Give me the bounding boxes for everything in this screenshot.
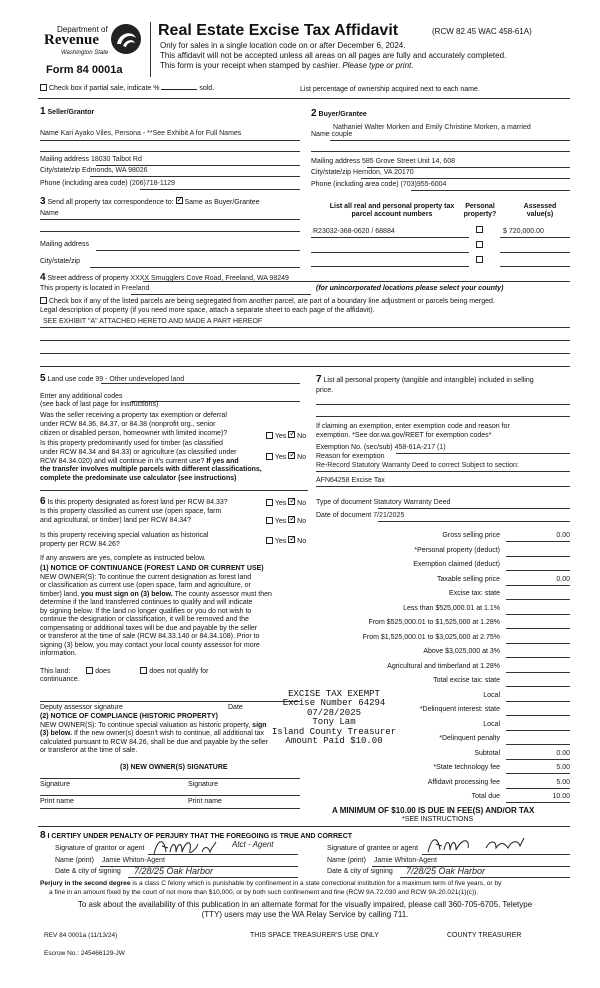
tax-row-value[interactable]: 5.00 [556, 779, 570, 786]
seller-name-row: Name Kari Ayako Viles, Persona - **See Exhibit A for Full Names [40, 130, 242, 137]
tax-row-underline [506, 730, 570, 731]
tax-row-underline [506, 773, 570, 774]
assessed-value[interactable]: $ 720,000.00 [503, 228, 544, 235]
personal-property-checkbox-2[interactable] [476, 241, 483, 248]
document-date[interactable]: 7/21/2025 [373, 512, 405, 519]
grantor-signature[interactable] [152, 836, 302, 858]
personal-col-header: Personal property? [463, 203, 497, 219]
tax-row-label: Total due [471, 793, 500, 800]
tax-row-label: Exemption claimed (deduct) [413, 561, 500, 568]
seller-phone[interactable]: (206)718-1129 [129, 180, 175, 187]
unincorporated-note: (for unincorporated locations please select your county) [316, 285, 504, 292]
grantor-name-row: Name (print) Jamie Whiton-Agent [55, 857, 165, 864]
q1-no-checkbox[interactable] [288, 431, 295, 438]
form-title: Real Estate Excise Tax Affidavit [158, 22, 399, 39]
if-yes-note: If any answers are yes, complete as instructed below. [40, 555, 206, 562]
see-instructions: *SEE INSTRUCTIONS [402, 816, 474, 823]
tax-row-label: From $525,000.01 to $1,525,000 at 1.28% [368, 619, 500, 626]
tax-row-label: Local [483, 692, 500, 699]
s6q1-no-checkbox[interactable] [288, 498, 295, 505]
certify-statement: 8 I CERTIFY UNDER PENALTY OF PERJURY THAT THE FOREGOING IS TRUE AND CORRECT [40, 830, 353, 841]
grantee-name-row: Name (print) Jamie Whiton-Agent [327, 857, 437, 864]
deputy-signature-label: Deputy assessor signature [40, 704, 123, 711]
section3-name-label: Name [40, 210, 59, 217]
tax-row-underline [506, 715, 570, 716]
grantor-date-label: Date & city of signing [55, 868, 121, 875]
personal-property-checkbox-3[interactable] [476, 256, 483, 263]
grantor-signature-text: Atct - Agent [232, 840, 274, 849]
tax-row-label: Subtotal [474, 750, 500, 757]
accessibility-note: To ask about the availability of this publication in an alternate format for the visually impaired, please call 360-705-6705. Teletype (TTY) users may use the WA Relay Service by calling 711. [77, 900, 533, 920]
same-as-buyer-checkbox[interactable] [176, 197, 183, 204]
land-use-code[interactable]: 99 - Other undeveloped land [95, 376, 185, 383]
buyer-city-row: City/state/zip Herndon, VA 20170 [311, 169, 414, 176]
exemption-reason-2[interactable]: AFN64258 Excise Tax [316, 477, 385, 484]
tax-row-label: *Delinquent interest: state [419, 706, 500, 713]
tax-row-label: From $1,525,000.01 to $3,025,000 at 2.75% [362, 634, 500, 641]
form-number: Form 84 0001a [46, 64, 123, 76]
tax-row-label: *Delinquent penalty [439, 735, 500, 742]
grantee-signature[interactable] [424, 834, 564, 856]
seller-mailing-row: Mailing address 18030 Talbot Rd [40, 156, 142, 163]
tax-row-underline [506, 686, 570, 687]
tax-row-value[interactable]: 0.00 [556, 576, 570, 583]
partial-sale-checkbox[interactable] [40, 84, 47, 91]
exemption-no-row: Exemption No. (sec/sub) 458-61A-217 (1) [316, 444, 446, 451]
notice-compliance: (2) NOTICE OF COMPLIANCE (HISTORIC PROPERTY) NEW OWNER(S): To continue special valuation as historic property, sign (3) below. If the new owner(s) doesn't wish to continue, all additional tax calculated pursuant to RCW 84.26, shall be due and payable by the seller or transferor at the time of sale. [40, 713, 269, 755]
seller-city-row: City/state/zip Edmonds, WA 98026 [40, 167, 148, 174]
tax-row-value[interactable]: 5.00 [556, 764, 570, 771]
s6q2-yes-no: Yes ✓ No [266, 516, 306, 526]
notice-continuance: (1) NOTICE OF CONTINUANCE (FOREST LAND OR CURRENT USE) NEW OWNER(S): To continue the current designation as forest land or classification as current use (open space, farm and agriculture, or timber) land, you must sign on (3) below. The county assessor must then determine if the land transferred continues to qualify and will indicate by signing below. If the land no longer qualifies or you do not wish to continue the designation or classification, it will be removed and the compensating or additional taxes will be due and payable by the seller or transferor at the time of sale (RCW 84.33.140 or 84.34.108). Prior to signing (3) below, you may contact your local county assessor for more information. [40, 565, 272, 658]
exemption-number[interactable]: 458-61A-217 (1) [394, 444, 446, 451]
historic-question: Is this property receiving special valuation as historical property per RCW 84.26? [40, 532, 209, 548]
tax-row-label: Agricultural and timberland at 1.28% [387, 663, 500, 670]
s6q3-yes-checkbox[interactable] [266, 537, 273, 544]
does-qualify-checkbox[interactable] [86, 667, 93, 674]
buyer-phone-row: Phone (including area code) (703)955-6004 [311, 181, 447, 188]
perjury-line-1: Perjury in the second degree is a class C felony which is punishable by confinement in a state correctional institution for a maximum term of five years, or by [40, 880, 502, 887]
grantee-date-city[interactable]: 7/28/25 Oak Harbor [406, 866, 486, 876]
subtitle-3-italic: Please type or print. [342, 61, 414, 70]
assessed-col-header: Assessed value(s) [523, 203, 557, 219]
tax-row-underline [506, 628, 570, 629]
tax-row-label: Affidavit processing fee [427, 779, 500, 786]
minimum-due: A MINIMUM OF $10.00 IS DUE IN FEE(S) AND/OR TAX [332, 806, 535, 815]
personal-property-checkbox-1[interactable] [476, 226, 483, 233]
located-row: This property is located in Freeland [40, 285, 150, 292]
q2-no-checkbox[interactable] [288, 452, 295, 459]
seller-phone-row: Phone (including area code) (206)718-1129 [40, 180, 175, 187]
section3-mailing-label: Mailing address [40, 241, 90, 248]
rev-number: REV 84 0001a (11/13/24) [44, 932, 118, 939]
buyer-name-line1[interactable]: Nathaniel Walter Morken and Emily Christine Morken, a married [333, 124, 531, 131]
exemption-question: Was the seller receiving a property tax exemption or deferral under RCW 84.36, 84.37, or 84.38 (nonprofit org., senior citizen or disabled person, homeowner with limited income)? [40, 412, 228, 437]
buyer-mailing-row: Mailing address 585 Grove Street Unit 14, 608 [311, 158, 455, 165]
tax-row-label: *Personal property (deduct) [414, 547, 500, 554]
grantee-signature-drawing [424, 834, 564, 856]
section7-heading: 7 List all personal property (tangible and intangible) included in selling price. [316, 374, 534, 394]
s6q1-yes-checkbox[interactable] [266, 499, 273, 506]
section4-address-row: 4 Street address of property XXXX Smugglers Cove Road, Freeland, WA 98249 [40, 272, 289, 283]
grantor-signature-label: Signature of grantor or agent [55, 845, 145, 852]
continuance-label: continuance. [40, 676, 80, 683]
q1-yes-checkbox[interactable] [266, 432, 273, 439]
tax-row-underline [506, 802, 570, 803]
land-use-row: 5 Land use code 99 - Other undeveloped land [40, 373, 185, 384]
buyer-mailing[interactable]: 585 Grove Street Unit 14, 608 [361, 158, 455, 165]
tax-row-underline [506, 672, 570, 673]
forest-question: 6 Is this property designated as forest land per RCW 84.33? [40, 496, 228, 507]
does-not-qualify-checkbox[interactable] [140, 667, 147, 674]
tax-row-underline [506, 759, 570, 760]
legal-description[interactable]: SEE EXHIBIT "A" ATTACHED HERETO AND MADE A PART HEREOF [43, 318, 263, 325]
document-type[interactable]: Statutory Warranty Deed [373, 499, 451, 506]
perjury-line-2: a fine in an amount fixed by the court of not more than $10,000, or by both such confinement and fine (RCW 9A.72.030 and RCW 9A.20.021(1)(c)). [49, 889, 479, 896]
tax-row-label: Excise tax: state [449, 590, 500, 597]
buyer-name-line2[interactable]: couple [331, 131, 353, 138]
segregated-row: Check box if any of the listed parcels are being segregated from another parcel, are part of a boundary line adjustment or parcels being merged. [40, 297, 495, 306]
seller-heading: 1 Seller/Grantor [40, 106, 95, 117]
owner-signature-label-1: Signature [40, 781, 70, 788]
q2-yes-no: Yes ✓ No [266, 452, 306, 462]
treasurer-use-only: THIS SPACE TREASURER'S USE ONLY [250, 932, 379, 939]
tax-row-label: Above $3,025,000 at 3% [423, 648, 500, 655]
tax-row-label: Less than $525,000.01 at 1.1% [403, 605, 500, 612]
partial-label-c: List percentage of ownership acquired next to each name. [300, 86, 480, 93]
additional-codes-label-2: (see back of last page for instructions) [40, 401, 159, 408]
segregated-checkbox[interactable] [40, 297, 47, 304]
revenue-logo-icon [109, 22, 143, 56]
buyer-city[interactable]: Herndon, VA 20170 [353, 169, 414, 176]
treasurer-stamp: EXCISE TAX EXEMPT Excise Number 64294 07/28/2025 Tony Lam Island County Treasurer Amount Paid $10.00 [271, 689, 397, 747]
grantee-date-label: Date & city of signing [327, 868, 393, 875]
timber-question: Is this property predominantly used for timber (as classified under RCW 84.34 and 84.33) or agriculture (as classified under RCW 84.34.020) and will continue in it's current use? If yes and the transfer involves multiple parcels with different classifications, complete the predominate use calculator (see instructions) [40, 440, 262, 482]
current-use-question: Is this property classified as current use (open space, farm and agricultural, or timber) land per RCW 84.34? [40, 508, 222, 524]
s6q2-no-checkbox[interactable] [288, 516, 295, 523]
s6q1-yes-no: Yes ✓ No [266, 498, 306, 508]
tax-row-label: Taxable selling price [436, 576, 500, 583]
tax-row-value[interactable]: 10.00 [552, 793, 570, 800]
located-in[interactable]: Freeland [121, 285, 150, 292]
tax-row-label: Total excise tax: state [433, 677, 500, 684]
q1-yes-no: Yes ✓ No [266, 431, 306, 441]
reason-label: Reason for exemption [316, 453, 385, 460]
additional-codes-label-1: Enter any additional codes [40, 393, 123, 400]
grantee-name[interactable]: Jamie Whiton-Agent [373, 857, 437, 864]
s6q3-yes-no: Yes ✓ No [266, 536, 306, 546]
seller-name[interactable]: Kari Ayako Viles, Persona - **See Exhibit A for Full Names [60, 130, 242, 137]
s6q2-yes-checkbox[interactable] [266, 517, 273, 524]
owner-signature-label-2: Signature [188, 781, 218, 788]
tax-row-underline [506, 585, 570, 586]
partial-label-a: Check box if partial sale, indicate % [48, 85, 160, 92]
tax-row-underline [506, 701, 570, 702]
tax-row-underline [506, 744, 570, 745]
section3-city-label: City/state/zip [40, 258, 81, 265]
form-citation: (RCW 82.45 WAC 458-61A) [432, 27, 532, 36]
owner-print-name-label-2: Print name [188, 798, 222, 805]
tax-row-underline [506, 599, 570, 600]
legal-description-label: Legal description of property (if you need more space, attach a separate sheet to each page of the affidavit). [40, 307, 375, 314]
seller-mailing[interactable]: 18030 Talbot Rd [90, 156, 142, 163]
tax-row-underline [506, 614, 570, 615]
property-address[interactable]: XXXX Smugglers Cove Road, Freeland, WA 98249 [130, 275, 289, 282]
subtitle-3: This form is your receipt when stamped by cashier. [160, 61, 341, 70]
dept-line2: Revenue [44, 32, 99, 48]
section3-heading: 3 Send all property tax correspondence to: ✓ Same as Buyer/Grantee [40, 196, 260, 208]
tax-row-underline [506, 788, 570, 789]
grantor-name[interactable]: Jamie Whiton-Agent [101, 857, 165, 864]
tax-row-label: Gross selling price [442, 532, 500, 539]
grantor-signature-drawing [152, 836, 302, 858]
subtitle-2: This affidavit will not be accepted unless all areas on all pages are fully and accurately completed. [160, 51, 507, 60]
grantor-date-city[interactable]: 7/28/25 Oak Harbor [134, 866, 214, 876]
owner-print-name-label-1: Print name [40, 798, 74, 805]
partial-label-b: sold. [199, 85, 215, 92]
tax-row-value[interactable]: 0.00 [556, 750, 570, 757]
tax-row-label: Local [483, 721, 500, 728]
dept-line1: Department of [57, 25, 108, 34]
subtitle-1: Only for sales in a single location code on or after December 6, 2024. [160, 41, 406, 50]
doc-date-row: Date of document 7/21/2025 [316, 512, 405, 519]
grantee-signature-label: Signature of grantee or agent [327, 845, 419, 852]
escrow-number: Escrow No.: 245466129-JW [44, 950, 125, 957]
parcel-number[interactable]: R23032-368-0620 / 68884 [313, 228, 395, 235]
tax-row-underline [506, 556, 570, 557]
parcel-col-header: List all real and personal property tax parcel account numbers [329, 203, 455, 219]
tax-row-value[interactable]: 0.00 [556, 532, 570, 539]
tax-row-underline [506, 570, 570, 571]
buyer-name-row: Name couple [311, 131, 353, 138]
buyer-phone[interactable]: (703)955-6004 [400, 181, 447, 188]
exemption-instructions: If claiming an exemption, enter exemption code and reason for exemption. *See dor.wa.gov/REET for exemption codes* [316, 423, 510, 439]
tax-row-underline [506, 541, 570, 542]
doc-type-row: Type of document Statutory Warranty Deed [316, 499, 451, 506]
exemption-reason[interactable]: Re-Record Statutory Warranty Deed to correct Subject to section: [316, 462, 519, 469]
this-land-row: This land: does does not qualify for [40, 668, 209, 675]
q2-yes-checkbox[interactable] [266, 453, 273, 460]
new-owner-signature-heading: (3) NEW OWNER(S) SIGNATURE [120, 764, 228, 771]
deputy-date-label: Date [228, 704, 243, 711]
s6q3-no-checkbox[interactable] [288, 536, 295, 543]
tax-row-label: *State technology fee [433, 764, 500, 771]
seller-city[interactable]: Edmonds, WA 98026 [82, 167, 148, 174]
tax-row-underline [506, 643, 570, 644]
dept-line3: Washington State [61, 50, 109, 56]
tax-row-underline [506, 657, 570, 658]
buyer-heading: 2 Buyer/Grantee [311, 108, 367, 119]
county-treasurer: COUNTY TREASURER [447, 932, 522, 939]
